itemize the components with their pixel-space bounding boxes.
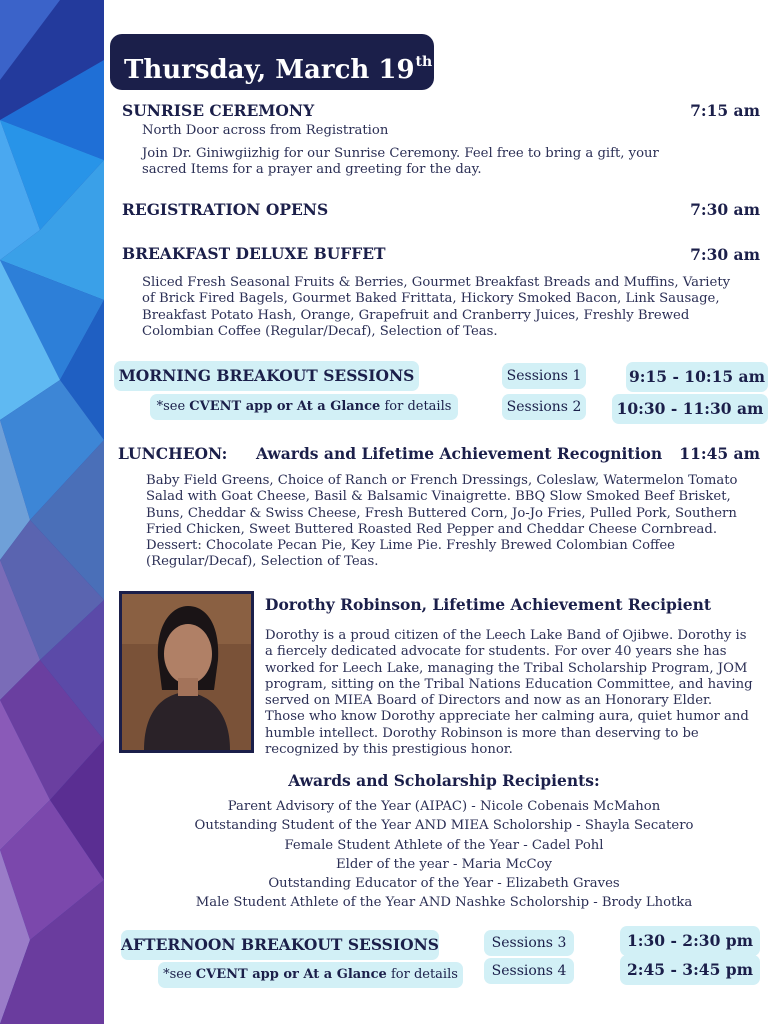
- note-prefix: *see: [156, 399, 190, 414]
- sunrise-description: Join Dr. Giniwgiizhig for our Sunrise Ceremony. Feel free to bring a gift, your sacred Items for a prayer and greeting for the day.: [142, 146, 659, 178]
- breakfast-title: BREAKFAST DELUXE BUFFET: [122, 244, 386, 263]
- note-suffix: for details: [386, 967, 458, 982]
- luncheon-description: Baby Field Greens, Choice of Ranch or French Dressings, Coleslaw, Watermelon Tomato Salad with Goat Cheese, Basil & Balsamic Vinaigrette. BBQ Slow Smoked Beef Brisket, Buns, Cheddar & Swiss Cheese, Fresh Buttered Corn, Jo-Jo Fries, Pulled Pork, Southern Fried Chicken, Sweet Buttered Roasted Red Pepper and Cheddar Cheese Cornbread. Dessert: Chocolate Pecan Pie, Key Lime Pie. Freshly Brewed Colombian Coffee (Regular/Decaf), Selection of Teas.: [146, 473, 738, 570]
- recipient-bio: Dorothy is a proud citizen of the Leech Lake Band of Ojibwe. Dorothy is a fiercely dedicated advocate for students. For over 40 years she has worked for Leech Lake, managing the Tribal Scholarship Program, JOM program, sitting on the Tribal Nations Education Committee, and having served on MIEA Board of Directors and now as an Honorary Elder. Those who know Dorothy appreciate her calming aura, quiet humor and humble intellect. Dorothy Robinson is more than deserving to be recognized by this prestigious honor.: [265, 628, 753, 758]
- date-banner: [110, 34, 434, 90]
- note-bold: CVENT app or At a Glance: [195, 967, 387, 982]
- schedule-content: [104, 0, 778, 1024]
- portrait-image: [122, 594, 251, 750]
- session-4-time: 2:45 - 3:45 pm: [620, 955, 760, 985]
- luncheon-title: Awards and Lifetime Achievement Recognition: [256, 444, 663, 463]
- award-item: Outstanding Student of the Year AND MIEA Scholorship - Shayla Secatero: [194, 818, 694, 834]
- luncheon-label: LUNCHEON:: [118, 444, 228, 463]
- awards-list: [134, 797, 754, 913]
- session-2-label: Sessions 2: [502, 394, 586, 420]
- recipient-title: Dorothy Robinson, Lifetime Achievement Recipient: [265, 595, 712, 614]
- award-item: Parent Advisory of the Year (AIPAC) - Nicole Cobenais McMahon: [227, 799, 661, 814]
- session-3-time: 1:30 - 2:30 pm: [620, 926, 760, 956]
- session-1-label: Sessions 1: [502, 363, 586, 389]
- afternoon-breakout-title: AFTERNOON BREAKOUT SESSIONS: [121, 930, 439, 960]
- date-suffix: th: [415, 54, 433, 70]
- registration-time: 7:30 am: [690, 200, 760, 219]
- decorative-sidebar: [0, 0, 104, 1024]
- session-4-label: Sessions 4: [484, 958, 574, 984]
- award-item: Male Student Athlete of the Year AND Nashke Scholorship - Brody Lhotka: [195, 895, 693, 911]
- date-text: Thursday, March 19: [124, 55, 415, 85]
- note-suffix: for details: [380, 399, 452, 414]
- award-item: Elder of the year - Maria McCoy: [336, 856, 552, 872]
- session-2-time: 10:30 - 11:30 am: [612, 394, 768, 424]
- note-bold: CVENT app or At a Glance: [189, 399, 381, 414]
- award-item: Female Student Athlete of the Year - Cadel Pohl: [284, 837, 604, 853]
- recipient-photo: [119, 591, 254, 753]
- sunrise-title: SUNRISE CEREMONY: [122, 101, 315, 120]
- note-prefix: *see: [163, 967, 196, 982]
- award-item: Outstanding Educator of the Year - Elizabeth Graves: [268, 876, 620, 892]
- morning-breakout-title: MORNING BREAKOUT SESSIONS: [114, 361, 419, 391]
- geometric-pattern: [0, 0, 104, 1024]
- sunrise-time: 7:15 am: [690, 101, 760, 120]
- session-3-label: Sessions 3: [484, 930, 574, 956]
- morning-breakout-note: [150, 394, 458, 420]
- afternoon-breakout-note: [158, 962, 463, 988]
- breakfast-time: 7:30 am: [690, 245, 760, 264]
- breakfast-description: Sliced Fresh Seasonal Fruits & Berries, Gourmet Breakfast Breads and Muffins, Variety of Brick Fired Bagels, Gourmet Baked Frittata, Hickory Smoked Bacon, Link Sausage, Breakfast Potato Hash, Orange, Grapefruit and Cranberry Juices, Freshly Brewed Colombian Coffee (Regular/Decaf), Selection of Teas.: [142, 275, 731, 339]
- sunrise-location: North Door across from Registration: [142, 123, 389, 138]
- registration-title: REGISTRATION OPENS: [122, 200, 329, 219]
- luncheon-time: 11:45 am: [679, 444, 760, 463]
- session-1-time: 9:15 - 10:15 am: [626, 362, 768, 392]
- awards-title: Awards and Scholarship Recipients:: [288, 771, 600, 790]
